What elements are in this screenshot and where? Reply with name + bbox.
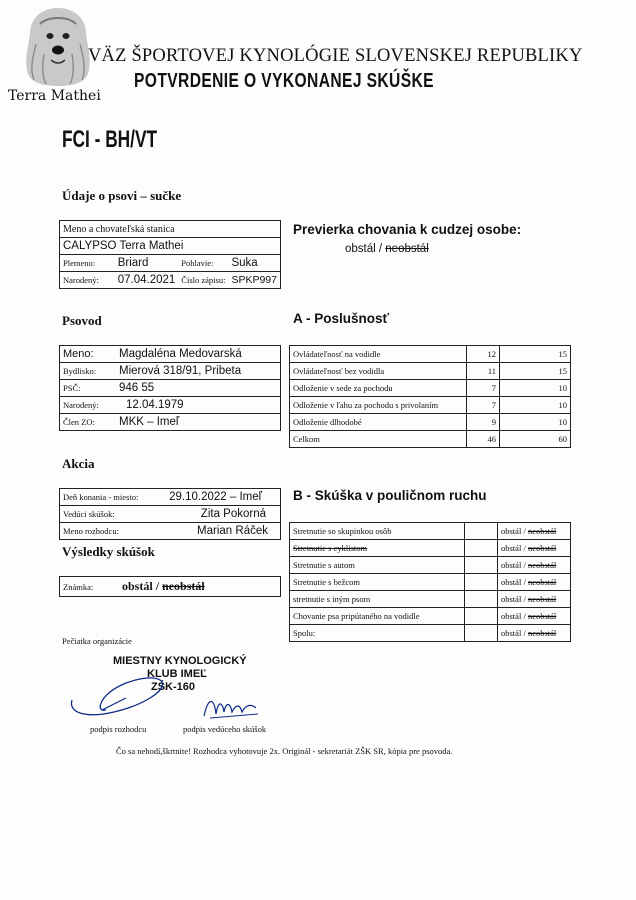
- born-label: Narodený:: [60, 272, 115, 289]
- traffic-row-result: [498, 574, 571, 591]
- traffic-separator: /: [521, 577, 528, 587]
- traffic-table: [289, 522, 571, 642]
- traffic-row-blank: [465, 557, 498, 574]
- traffic-separator: /: [521, 628, 528, 638]
- obedience-row-max: 10: [500, 414, 571, 431]
- reg-label: Číslo zápisu:: [178, 272, 228, 289]
- judge-signature: [66, 670, 186, 722]
- traffic-total-label: Spolu:: [290, 625, 465, 642]
- traffic-pass: obstál: [501, 594, 522, 604]
- traffic-row-result: [498, 591, 571, 608]
- leader-signature: [200, 692, 270, 722]
- judge-signature-label: podpis rozhodcu: [90, 724, 147, 734]
- stranger-fail: neobstál: [385, 243, 429, 255]
- reg-value: SPKP997: [228, 272, 280, 289]
- obedience-total-max: 60: [500, 431, 571, 448]
- stamp-line-1: MIESTNY KYNOLOGICKÝ: [113, 655, 247, 667]
- traffic-fail: neobstál: [527, 526, 557, 536]
- stamp-line-2: KLUB IMEĽ: [147, 668, 207, 680]
- sex-label: Pohlavie:: [178, 255, 228, 272]
- obedience-row-score: 11: [467, 363, 500, 380]
- traffic-pass: obstál: [501, 628, 522, 638]
- traffic-row-blank: [465, 540, 498, 557]
- handler-address-value: Mierová 318/91, Pribeta: [116, 363, 281, 380]
- traffic-row-blank: [465, 523, 498, 540]
- obedience-row-label: Odloženie dlhodobé: [290, 414, 467, 431]
- exam-code: FCI - BH/VT: [62, 126, 158, 153]
- grade-separator: /: [152, 579, 163, 593]
- dog-head-icon: [18, 4, 98, 88]
- traffic-row-label: Chovanie psa pripútaného na vodidle: [290, 608, 465, 625]
- obedience-row-max: 10: [500, 380, 571, 397]
- traffic-fail: neobstál: [527, 628, 557, 638]
- action-judge-label: Meno rozhodcu:: [60, 523, 157, 540]
- handler-zip-value: 946 55: [116, 380, 281, 397]
- action-table: [59, 488, 281, 540]
- handler-name-label: Meno:: [60, 346, 117, 363]
- obedience-row-score: 9: [467, 414, 500, 431]
- grade-label: Známka:: [60, 577, 117, 597]
- traffic-pass: obstál: [501, 577, 522, 587]
- sex-value: Suka: [228, 255, 280, 272]
- traffic-row-blank: [465, 574, 498, 591]
- obedience-row-max: 15: [500, 346, 571, 363]
- traffic-row-label: Stretnutie s autom: [290, 557, 465, 574]
- traffic-fail: neobstál: [527, 543, 557, 553]
- grade-value: [116, 577, 281, 597]
- handler-name-value: Magdaléna Medovarská: [116, 346, 281, 363]
- action-leader-value: Zita Pokorná: [156, 506, 281, 523]
- breed-value: Briard: [115, 255, 179, 272]
- document-title: POTVRDENIE O VYKONANEJ SKÚŠKE: [134, 70, 434, 92]
- traffic-separator: /: [521, 543, 528, 553]
- traffic-separator: /: [521, 611, 528, 621]
- action-section-title: Akcia: [62, 456, 95, 471]
- traffic-row-result: [498, 523, 571, 540]
- traffic-row-label: Stretnutie s cyklistom: [290, 540, 465, 557]
- dog-name: CALYPSO Terra Mathei: [60, 238, 281, 255]
- obedience-table: [289, 345, 571, 448]
- stranger-pass: obstál: [345, 243, 376, 255]
- traffic-row-label: stretnutie s iným psom: [290, 591, 465, 608]
- traffic-row-blank: [465, 608, 498, 625]
- traffic-separator: /: [521, 560, 528, 570]
- results-table: [59, 576, 281, 597]
- traffic-row-blank: [465, 591, 498, 608]
- traffic-separator: /: [521, 526, 528, 536]
- traffic-row-label: Stretnutie s bežcom: [290, 574, 465, 591]
- handler-club-label: Člen ZO:: [60, 414, 117, 431]
- action-leader-label: Vedúci skúšok:: [60, 506, 157, 523]
- traffic-fail: neobstál: [527, 560, 557, 570]
- traffic-row-result: [498, 608, 571, 625]
- leader-signature-label: podpis vedúceho skúšok: [183, 724, 267, 734]
- obedience-row-score: 7: [467, 380, 500, 397]
- obedience-total-label: Celkom: [290, 431, 467, 448]
- traffic-separator: /: [521, 594, 528, 604]
- obedience-row-score: 12: [467, 346, 500, 363]
- handler-zip-label: PSČ:: [60, 380, 117, 397]
- obedience-row-score: 7: [467, 397, 500, 414]
- traffic-row-blank: [465, 625, 498, 642]
- traffic-total-result: [498, 625, 571, 642]
- action-date-label: Deň konania - miesto:: [60, 489, 157, 506]
- dog-name-label: Meno a chovateľská stanica: [60, 221, 281, 238]
- traffic-row-label: Stretnutie so skupinkou osôb: [290, 523, 465, 540]
- stranger-test-result: [345, 243, 429, 255]
- obedience-row-max: 10: [500, 397, 571, 414]
- dog-table: [59, 220, 281, 289]
- handler-born-label: Narodený:: [60, 397, 117, 414]
- obedience-title: A - Poslušnosť: [293, 311, 389, 326]
- traffic-pass: obstál: [501, 611, 522, 621]
- stranger-test-title: Previerka chovania k cudzej osobe:: [293, 222, 522, 237]
- footer-note: Čo sa nehodí,škrtnite! Rozhodca vyhotovuje 2x. Originál - sekretariát ZŠK SR, kópia pre psovoda.: [116, 746, 453, 756]
- grade-fail: neobstál: [162, 579, 205, 593]
- traffic-pass: obstál: [501, 543, 522, 553]
- traffic-fail: neobstál: [527, 577, 557, 587]
- logo-text: Terra Mathei: [8, 88, 101, 104]
- handler-address-label: Bydlisko:: [60, 363, 117, 380]
- dog-section-title: Údaje o psovi – sučke: [62, 188, 182, 203]
- traffic-row-result: [498, 557, 571, 574]
- traffic-pass: obstál: [501, 526, 522, 536]
- stamp-label: Pečiatka organizácie: [62, 636, 132, 646]
- breed-label: Plemeno:: [60, 255, 115, 272]
- stamp-line-3: ZŠK-160: [151, 681, 196, 693]
- obedience-row-label: Ovládateľnosť na vodidle: [290, 346, 467, 363]
- grade-pass: obstál: [122, 579, 153, 593]
- traffic-pass: obstál: [501, 560, 522, 570]
- traffic-row-result: [498, 540, 571, 557]
- traffic-fail: neobstál: [527, 611, 557, 621]
- obedience-row-label: Ovládateľnosť bez vodidla: [290, 363, 467, 380]
- obedience-row-max: 15: [500, 363, 571, 380]
- action-judge-value: Marian Ráček: [156, 523, 281, 540]
- results-section-title: Výsledky skúšok: [62, 544, 155, 559]
- handler-section-title: Psovod: [62, 313, 102, 328]
- handler-born-value: 12.04.1979: [116, 397, 281, 414]
- organization-name: VÄZ ŠPORTOVEJ KYNOLÓGIE SLOVENSKEJ REPUBLIKY: [88, 46, 583, 66]
- traffic-title: B - Skúška v pouličnom ruchu: [293, 488, 487, 503]
- obedience-row-label: Odloženie v ľahu za pochodu s privolaním: [290, 397, 467, 414]
- action-date-value: 29.10.2022 – Imeľ: [156, 489, 281, 506]
- obedience-total-score: 46: [467, 431, 500, 448]
- obedience-row-label: Odloženie v sede za pochodu: [290, 380, 467, 397]
- traffic-fail: neobstál: [527, 594, 557, 604]
- handler-table: [59, 345, 281, 431]
- born-value: 07.04.2021: [115, 272, 179, 289]
- stranger-separator: /: [375, 243, 386, 255]
- handler-club-value: MKK – Imeľ: [116, 414, 281, 431]
